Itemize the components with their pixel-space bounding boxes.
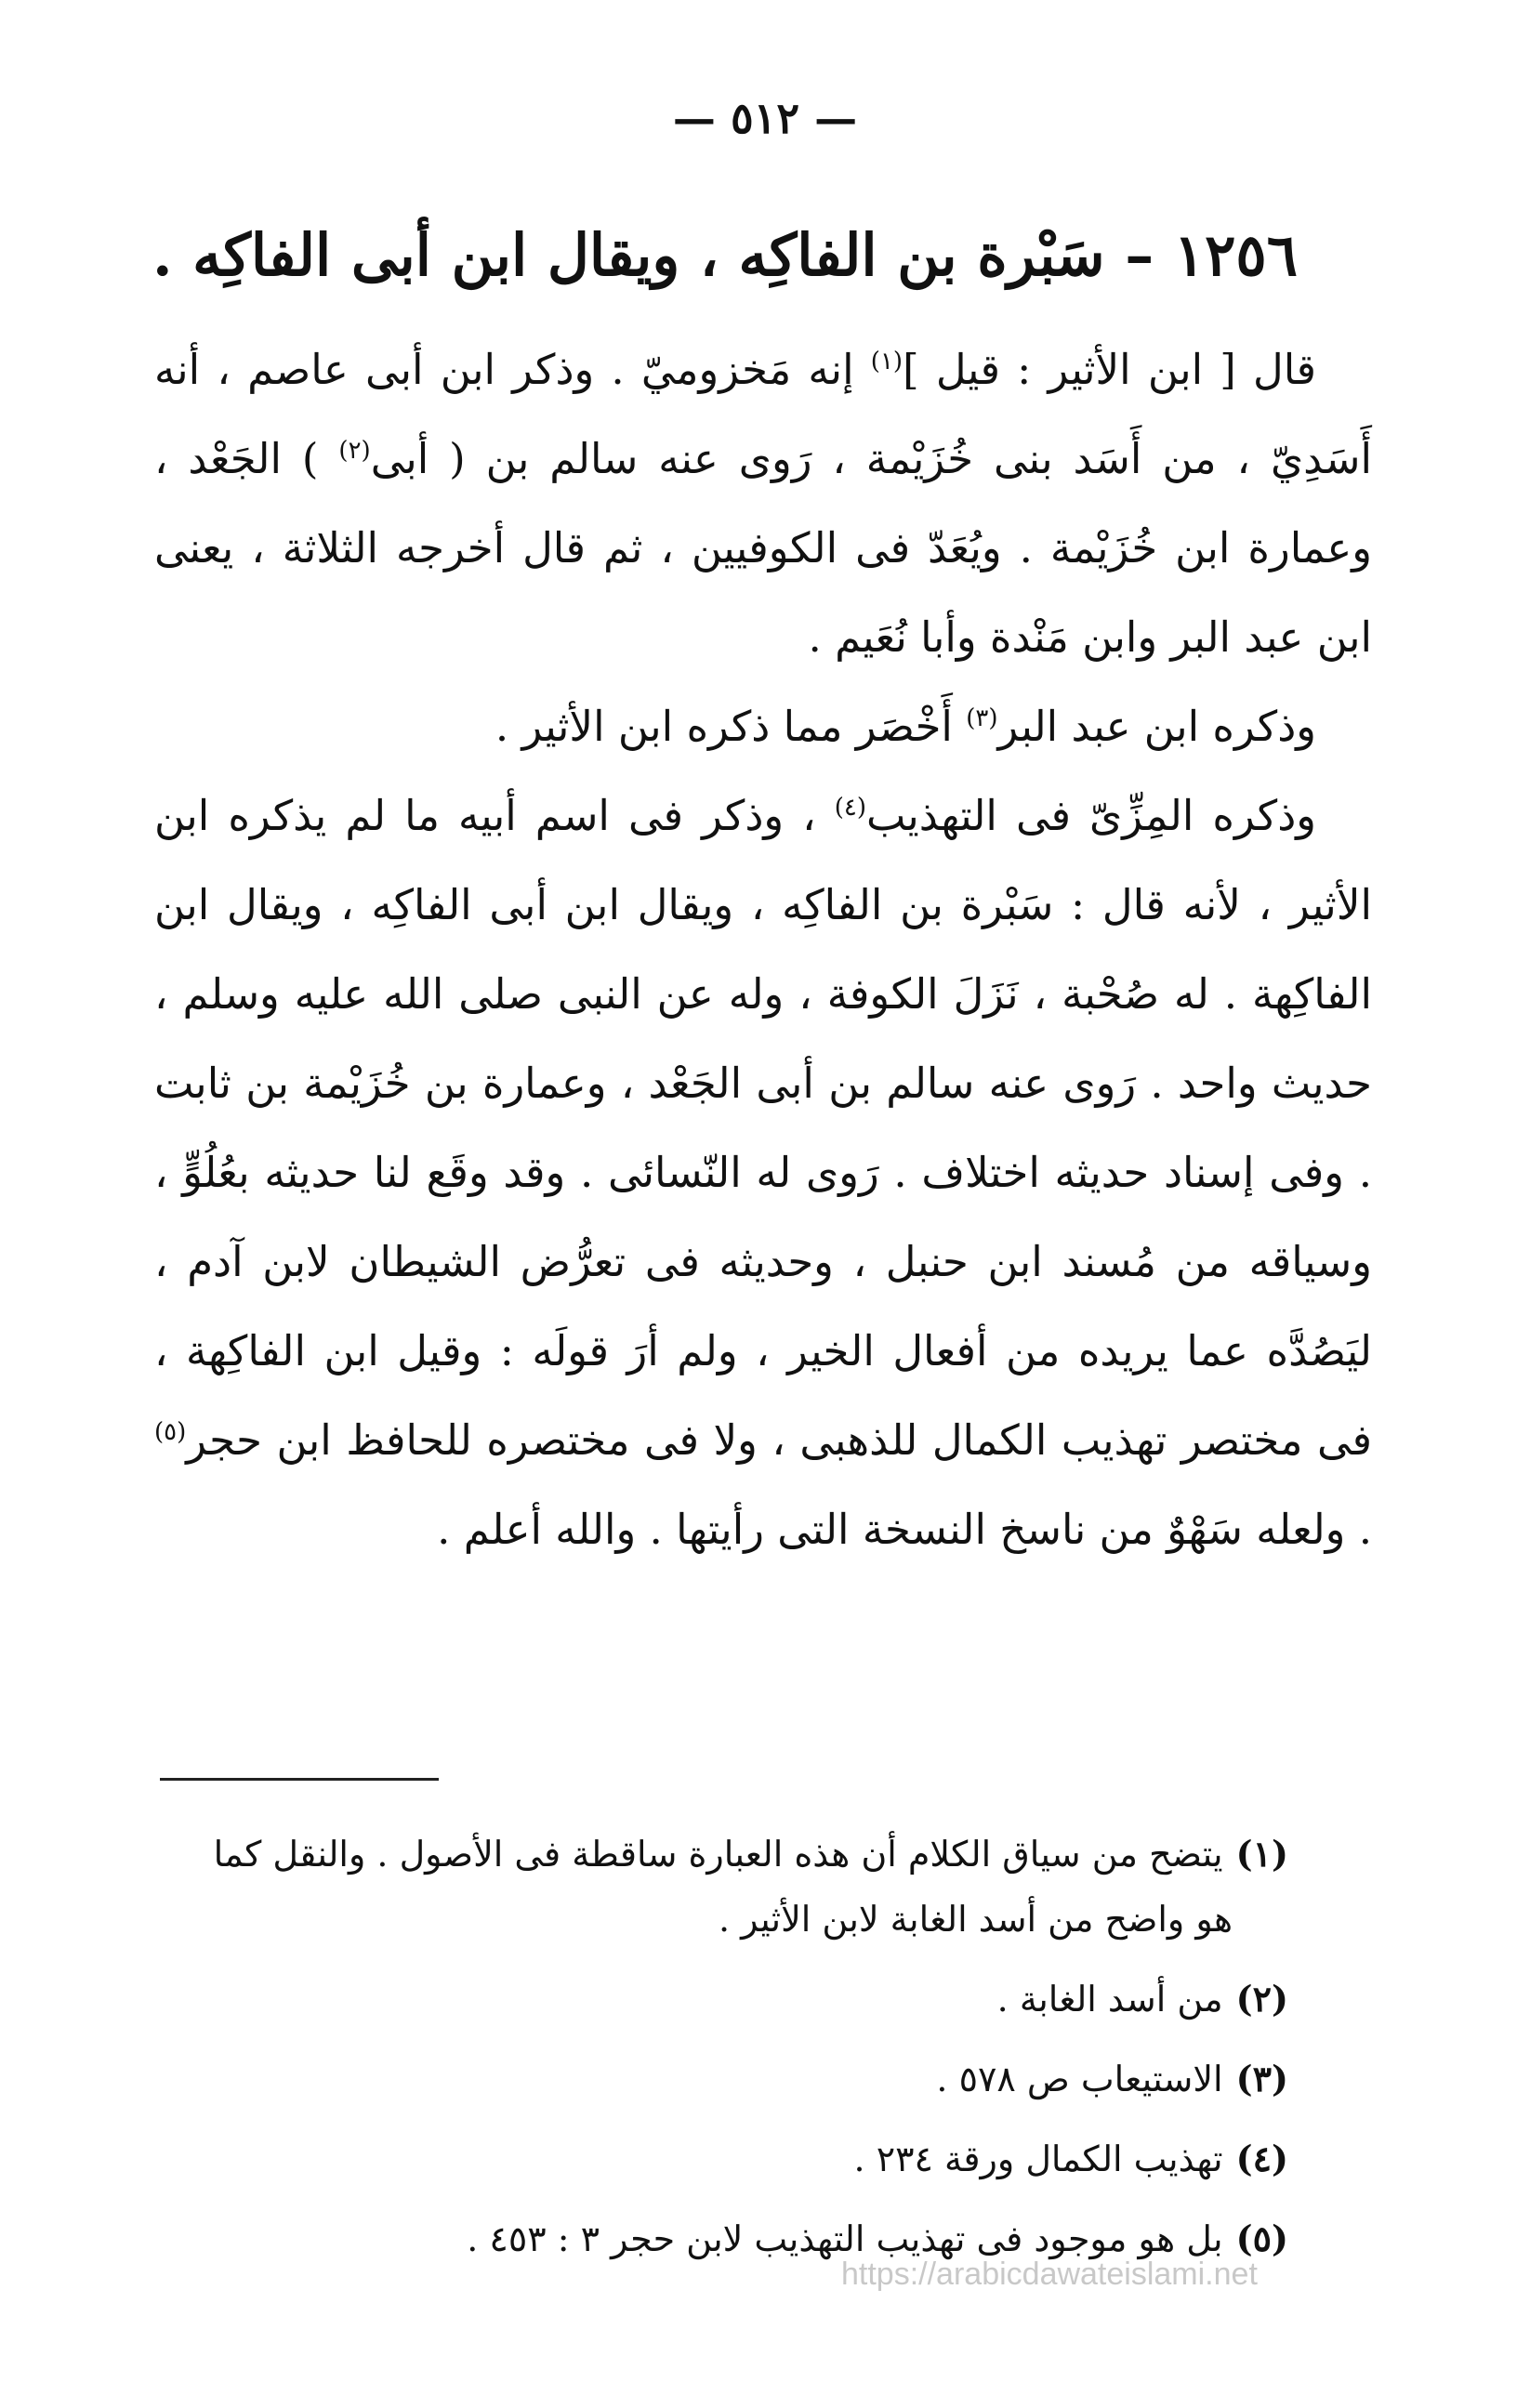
paragraph-3-part-c: . ولعله سَهْوٌ من ناسخ النسخة التى رأيتها . والله أعلم . (437, 1505, 1372, 1554)
paragraph-3-part-a: وذكره المِزِّىّ فى التهذيب (866, 791, 1317, 840)
paragraph-3-part-b: ، وذكر فى اسم أبيه ما لم يذكره ابن الأثير ، لأنه قال : سَبْرة بن الفاكِه ، ويقال ابن أبى الفاكِه ، ويقال ابن الفاكِهة . له صُحْبة ، نَزَلَ الكوفة ، وله عن النبى صلى الله عليه وسلم ، حديث واحد . رَوى عنه سالم بن أبى الجَعْد ، وعمارة بن خُزَيْمة بن ثابت . وفى إسناد حديثه اختلاف . رَوى له النّسائى . وقد وقَع لنا حديثه بعُلُوٍّ ، وسياقه من مُسند ابن حنبل ، وحديثه فى تعرُّض الشيطان لابن آدم ، ليَصُدَّه عما يريده من أفعال الخير ، ولم أرَ قولَه : وقيل ابن الفاكِهة ، فى مختصر تهذيب الكمال للذهبى ، ولا فى مختصره للحافظ ابن حجر (154, 791, 1373, 1465)
footnote-4 (145, 2126, 1288, 2191)
footnote-text: من أسد الغابة . (996, 1979, 1223, 2020)
page-number: — ٥١٢ — (672, 93, 858, 143)
body-text (154, 325, 1372, 1574)
footnotes (145, 1822, 1288, 2286)
footnote-3 (145, 2046, 1288, 2112)
footnote-ref-5: (٥) (154, 1418, 187, 1446)
paragraph-2-part-b: أَخْصَر مما ذكره ابن الأثير . (495, 702, 967, 751)
footnote-divider (160, 1778, 439, 1781)
footnote-ref-2: (٢) (338, 437, 371, 465)
watermark-url: https://arabicdawateislami.net (841, 2257, 1258, 2292)
paragraph-1-part-c: ) الجَعْد ، وعمارة ابن خُزَيْمة . ويُعَدّ فى الكوفيين ، ثم قال أخرجه الثلاثة ، يعنى ابن عبد البر وابن مَنْدة وأبا نُعَيم . (154, 434, 1373, 662)
footnote-text: بل هو موجود فى تهذيب التهذيب لابن حجر ٣ : ٤٥٣ . (467, 2218, 1223, 2259)
entry-heading: ١٢٥٦ – سَبْرة بن الفاكِه ، ويقال ابن أبى الفاكِه . (152, 221, 1298, 289)
footnote-1 (145, 1822, 1288, 1952)
footnote-number: (٤) (1235, 2138, 1288, 2179)
paragraph-3 (154, 771, 1372, 1574)
footnote-ref-4: (٤) (834, 794, 867, 822)
footnote-number: (٥) (1235, 2217, 1288, 2259)
footnote-number: (٢) (1235, 1978, 1288, 2020)
footnote-text-continued: هو واضح من أسد الغابة لابن الأثير . (718, 1899, 1233, 1940)
footnote-2 (145, 1967, 1288, 2032)
paragraph-1-part-a: قال [ ابن الأثير : قيل ] (903, 345, 1316, 394)
footnote-ref-3: (٣) (966, 704, 998, 732)
paragraph-1-part-b: إنه مَخزوميّ . وذكر ابن أبى عاصم ، أنه أَسَدِيّ ، من أَسَد بنى خُزَيْمة ، رَوى عنه سالم بن ( أبى (154, 345, 1372, 483)
footnote-number: (٣) (1235, 2058, 1288, 2099)
footnote-text: يتضح من سياق الكلام أن هذه العبارة ساقطة فى الأصول . والنقل كما (213, 1834, 1223, 1875)
paragraph-1 (154, 325, 1372, 682)
footnote-text: الاستيعاب ص ٥٧٨ . (936, 2059, 1223, 2099)
footnote-ref-1: (١) (870, 348, 903, 375)
footnote-text: تهذيب الكمال ورقة ٢٣٤ . (853, 2138, 1223, 2179)
footnote-number: (١) (1235, 1833, 1288, 1875)
paragraph-2 (154, 682, 1372, 771)
paragraph-2-part-a: وذكره ابن عبد البر (997, 702, 1316, 751)
